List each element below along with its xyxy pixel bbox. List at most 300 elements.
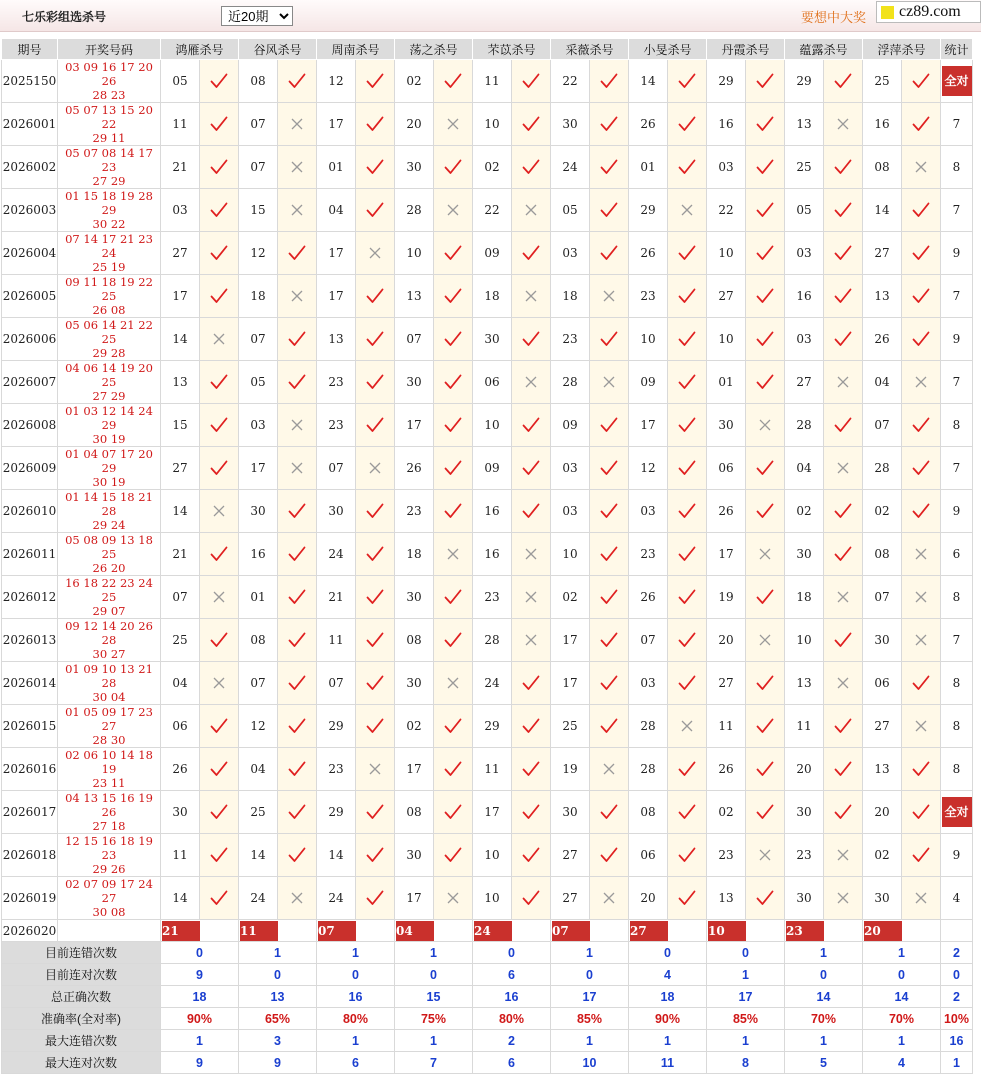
kill-number-cell: 05 bbox=[239, 361, 278, 404]
issue-cell: 2026018 bbox=[2, 834, 58, 877]
table-row bbox=[2, 404, 973, 447]
stat-label: 最大连对次数 bbox=[2, 1052, 161, 1074]
check-mark-icon bbox=[746, 877, 785, 920]
count-cell: 7 bbox=[941, 447, 973, 490]
cross-mark-icon bbox=[200, 576, 239, 619]
check-mark-icon bbox=[746, 318, 785, 361]
check-mark-icon bbox=[200, 791, 239, 834]
draw-numbers-cell bbox=[58, 275, 161, 318]
cross-mark-icon bbox=[824, 834, 863, 877]
logo-text: cz89.com bbox=[899, 3, 961, 20]
table-row bbox=[2, 834, 973, 877]
stat-value: 0 bbox=[785, 964, 863, 986]
stat-value: 0 bbox=[707, 942, 785, 964]
draw-numbers-line: 03 09 16 17 20 26 bbox=[65, 60, 153, 88]
draw-numbers-line: 30 27 bbox=[92, 647, 126, 661]
kill-number-cell: 13 bbox=[161, 361, 200, 404]
kill-number-cell: 07 bbox=[395, 318, 434, 361]
kill-number-cell: 30 bbox=[395, 834, 434, 877]
kill-number-cell: 22 bbox=[473, 189, 512, 232]
stat-value: 9 bbox=[161, 964, 239, 986]
kill-number-cell: 02 bbox=[785, 490, 824, 533]
issue-cell: 2026008 bbox=[2, 404, 58, 447]
issue-cell: 2026014 bbox=[2, 662, 58, 705]
check-mark-icon bbox=[590, 490, 629, 533]
kill-number-cell: 19 bbox=[551, 748, 590, 791]
kill-number-cell: 08 bbox=[239, 60, 278, 103]
kill-number-cell: 23 bbox=[629, 275, 668, 318]
draw-numbers-cell bbox=[58, 748, 161, 791]
table-row bbox=[2, 232, 973, 275]
kill-number-cell: 13 bbox=[395, 275, 434, 318]
check-mark-icon bbox=[434, 791, 473, 834]
draw-numbers-line: 02 06 10 14 18 19 bbox=[65, 748, 153, 776]
kill-number-cell: 28 bbox=[395, 189, 434, 232]
kill-number-cell: 17 bbox=[317, 275, 356, 318]
kill-number-cell: 26 bbox=[629, 103, 668, 146]
col-header-expert: 浮萍杀号 bbox=[863, 39, 941, 60]
stat-value: 6 bbox=[473, 964, 551, 986]
kill-number-cell: 25 bbox=[161, 619, 200, 662]
stat-value: 1 bbox=[863, 942, 941, 964]
kill-number-cell: 28 bbox=[785, 404, 824, 447]
stat-value: 9 bbox=[161, 1052, 239, 1074]
kill-number-cell: 30 bbox=[863, 877, 902, 920]
table-row bbox=[2, 576, 973, 619]
current-issue-cell: 2026020 bbox=[2, 920, 58, 942]
kill-number-cell: 17 bbox=[317, 232, 356, 275]
check-mark-icon bbox=[824, 275, 863, 318]
kill-number-cell: 17 bbox=[629, 404, 668, 447]
stat-value: 6 bbox=[473, 1052, 551, 1074]
table-row bbox=[2, 275, 973, 318]
stat-value: 1 bbox=[707, 964, 785, 986]
stat-value: 0 bbox=[629, 942, 707, 964]
kill-number-cell: 17 bbox=[317, 103, 356, 146]
check-mark-icon bbox=[278, 533, 317, 576]
kill-number-cell: 30 bbox=[395, 576, 434, 619]
kill-number-cell: 23 bbox=[473, 576, 512, 619]
col-header-expert: 采薇杀号 bbox=[551, 39, 629, 60]
check-mark-icon bbox=[668, 60, 707, 103]
cross-mark-icon bbox=[512, 619, 551, 662]
check-mark-icon bbox=[902, 275, 941, 318]
draw-numbers-cell bbox=[58, 232, 161, 275]
issue-cell: 2026002 bbox=[2, 146, 58, 189]
kill-number-cell: 23 bbox=[629, 533, 668, 576]
stat-value: 14 bbox=[785, 986, 863, 1008]
col-header-expert: 周南杀号 bbox=[317, 39, 395, 60]
stat-total: 2 bbox=[941, 942, 973, 964]
kill-number-cell: 27 bbox=[863, 705, 902, 748]
stat-value: 65% bbox=[239, 1008, 317, 1030]
kill-number-cell: 27 bbox=[551, 877, 590, 920]
current-kill-label: 当前期杀号 bbox=[58, 920, 161, 942]
cross-mark-icon bbox=[824, 662, 863, 705]
kill-number-cell: 30 bbox=[863, 619, 902, 662]
draw-numbers-line: 01 05 09 17 23 27 bbox=[65, 705, 153, 733]
check-mark-icon bbox=[356, 189, 395, 232]
count-cell: 9 bbox=[941, 834, 973, 877]
check-mark-icon bbox=[356, 60, 395, 103]
draw-numbers-cell bbox=[58, 60, 161, 103]
kill-number-cell: 17 bbox=[551, 619, 590, 662]
check-mark-icon bbox=[512, 103, 551, 146]
draw-numbers-line: 25 19 bbox=[92, 260, 126, 274]
kill-number-cell: 14 bbox=[239, 834, 278, 877]
draw-numbers-cell bbox=[58, 619, 161, 662]
check-mark-icon bbox=[356, 404, 395, 447]
cross-mark-icon bbox=[590, 877, 629, 920]
kill-number-cell: 03 bbox=[629, 662, 668, 705]
check-mark-icon bbox=[824, 490, 863, 533]
table-row bbox=[2, 361, 973, 404]
kill-number-cell: 17 bbox=[395, 404, 434, 447]
table-row bbox=[2, 533, 973, 576]
kill-number-cell: 30 bbox=[317, 490, 356, 533]
stat-value: 1 bbox=[395, 1030, 473, 1052]
kill-number-cell: 16 bbox=[707, 103, 746, 146]
draw-numbers-line: 23 11 bbox=[92, 776, 126, 790]
current-kill-cell bbox=[161, 920, 239, 942]
cross-mark-icon bbox=[434, 103, 473, 146]
kill-number-cell: 04 bbox=[161, 662, 200, 705]
check-mark-icon bbox=[590, 103, 629, 146]
draw-numbers-line: 09 11 18 19 22 25 bbox=[65, 275, 153, 303]
stat-value: 13 bbox=[239, 986, 317, 1008]
issue-cell: 2026019 bbox=[2, 877, 58, 920]
check-mark-icon bbox=[434, 834, 473, 877]
cross-mark-icon bbox=[356, 232, 395, 275]
kill-number-cell: 28 bbox=[629, 705, 668, 748]
draw-numbers-line: 05 07 08 14 17 23 bbox=[65, 146, 153, 174]
issue-cell: 2026004 bbox=[2, 232, 58, 275]
check-mark-icon bbox=[902, 748, 941, 791]
current-kill-badge: 10 bbox=[708, 921, 746, 941]
check-mark-icon bbox=[512, 662, 551, 705]
cross-mark-icon bbox=[902, 619, 941, 662]
check-mark-icon bbox=[746, 662, 785, 705]
kill-number-cell: 10 bbox=[473, 404, 512, 447]
current-count-cell bbox=[941, 920, 973, 942]
table-row bbox=[2, 447, 973, 490]
kill-number-cell: 04 bbox=[863, 361, 902, 404]
check-mark-icon bbox=[746, 748, 785, 791]
kill-number-cell: 13 bbox=[785, 103, 824, 146]
cross-mark-icon bbox=[512, 189, 551, 232]
check-mark-icon bbox=[824, 791, 863, 834]
cross-mark-icon bbox=[746, 619, 785, 662]
check-mark-icon bbox=[434, 447, 473, 490]
kill-number-cell: 06 bbox=[707, 447, 746, 490]
check-mark-icon bbox=[590, 576, 629, 619]
stat-value: 18 bbox=[161, 986, 239, 1008]
count-cell bbox=[941, 60, 973, 103]
check-mark-icon bbox=[824, 404, 863, 447]
kill-number-cell: 16 bbox=[473, 533, 512, 576]
count-cell: 8 bbox=[941, 748, 973, 791]
kill-number-cell: 08 bbox=[629, 791, 668, 834]
check-mark-icon bbox=[746, 60, 785, 103]
check-mark-icon bbox=[824, 619, 863, 662]
draw-numbers-line: 30 19 bbox=[92, 432, 126, 446]
issue-cell: 2026017 bbox=[2, 791, 58, 834]
check-mark-icon bbox=[824, 705, 863, 748]
table-row bbox=[2, 60, 973, 103]
kill-number-cell: 07 bbox=[317, 662, 356, 705]
kill-number-cell: 02 bbox=[863, 834, 902, 877]
kill-number-cell: 01 bbox=[707, 361, 746, 404]
period-select[interactable] bbox=[221, 6, 293, 26]
issue-cell: 2026013 bbox=[2, 619, 58, 662]
check-mark-icon bbox=[668, 877, 707, 920]
stat-value: 18 bbox=[629, 986, 707, 1008]
kill-number-cell: 09 bbox=[629, 361, 668, 404]
check-mark-icon bbox=[590, 619, 629, 662]
check-mark-icon bbox=[434, 318, 473, 361]
promo-link[interactable]: 要想中大奖 bbox=[801, 10, 867, 25]
kill-number-cell: 05 bbox=[161, 60, 200, 103]
kill-number-cell: 16 bbox=[863, 103, 902, 146]
stat-value: 15 bbox=[395, 986, 473, 1008]
kill-number-cell: 30 bbox=[551, 791, 590, 834]
kill-number-cell: 06 bbox=[629, 834, 668, 877]
kill-number-cell: 03 bbox=[161, 189, 200, 232]
draw-numbers-cell bbox=[58, 318, 161, 361]
check-mark-icon bbox=[902, 791, 941, 834]
kill-number-cell: 09 bbox=[473, 232, 512, 275]
kill-number-cell: 02 bbox=[395, 60, 434, 103]
draw-numbers-line: 05 06 14 21 22 25 bbox=[65, 318, 153, 346]
kill-number-cell: 30 bbox=[395, 361, 434, 404]
current-kill-cell bbox=[629, 920, 707, 942]
kill-number-cell: 29 bbox=[317, 705, 356, 748]
current-kill-cell bbox=[395, 920, 473, 942]
check-mark-icon bbox=[434, 490, 473, 533]
check-mark-icon bbox=[200, 361, 239, 404]
draw-numbers-cell bbox=[58, 662, 161, 705]
check-mark-icon bbox=[902, 834, 941, 877]
stat-value: 16 bbox=[317, 986, 395, 1008]
kill-number-cell: 10 bbox=[707, 232, 746, 275]
kill-number-cell: 03 bbox=[629, 490, 668, 533]
issue-cell: 2026003 bbox=[2, 189, 58, 232]
kill-number-cell: 16 bbox=[239, 533, 278, 576]
check-mark-icon bbox=[434, 619, 473, 662]
check-mark-icon bbox=[356, 877, 395, 920]
cross-mark-icon bbox=[746, 404, 785, 447]
check-mark-icon bbox=[668, 834, 707, 877]
col-header-expert: 荡之杀号 bbox=[395, 39, 473, 60]
check-mark-icon bbox=[746, 361, 785, 404]
kill-number-cell: 07 bbox=[239, 146, 278, 189]
current-kill-badge: 23 bbox=[786, 921, 824, 941]
top-bar bbox=[0, 0, 981, 32]
stat-row bbox=[2, 1052, 973, 1074]
draw-numbers-line: 02 07 09 17 24 27 bbox=[65, 877, 153, 905]
stat-value: 7 bbox=[395, 1052, 473, 1074]
table-row bbox=[2, 791, 973, 834]
stat-total: 2 bbox=[941, 986, 973, 1008]
check-mark-icon bbox=[590, 189, 629, 232]
check-mark-icon bbox=[590, 318, 629, 361]
check-mark-icon bbox=[590, 404, 629, 447]
cross-mark-icon bbox=[824, 576, 863, 619]
kill-number-cell: 07 bbox=[239, 103, 278, 146]
draw-numbers-cell bbox=[58, 146, 161, 189]
kill-number-cell: 13 bbox=[317, 318, 356, 361]
stat-value: 9 bbox=[239, 1052, 317, 1074]
stat-value: 0 bbox=[473, 942, 551, 964]
kill-number-cell: 07 bbox=[239, 662, 278, 705]
count-cell: 8 bbox=[941, 146, 973, 189]
stat-value: 6 bbox=[317, 1052, 395, 1074]
kill-number-cell: 15 bbox=[239, 189, 278, 232]
col-header-expert: 小旻杀号 bbox=[629, 39, 707, 60]
draw-numbers-cell bbox=[58, 189, 161, 232]
check-mark-icon bbox=[668, 447, 707, 490]
check-mark-icon bbox=[278, 748, 317, 791]
kill-number-cell: 06 bbox=[473, 361, 512, 404]
kill-number-cell: 27 bbox=[161, 232, 200, 275]
stat-label: 目前连错次数 bbox=[2, 942, 161, 964]
cross-mark-icon bbox=[902, 361, 941, 404]
header-row bbox=[2, 39, 973, 60]
stat-value: 0 bbox=[317, 964, 395, 986]
check-mark-icon bbox=[668, 533, 707, 576]
kill-number-cell: 26 bbox=[629, 232, 668, 275]
check-mark-icon bbox=[356, 791, 395, 834]
check-mark-icon bbox=[434, 748, 473, 791]
kill-number-cell: 28 bbox=[863, 447, 902, 490]
draw-numbers-line: 26 20 bbox=[92, 561, 126, 575]
draw-numbers-line: 04 06 14 19 20 25 bbox=[65, 361, 153, 389]
check-mark-icon bbox=[824, 189, 863, 232]
count-cell: 8 bbox=[941, 662, 973, 705]
stat-value: 4 bbox=[629, 964, 707, 986]
check-mark-icon bbox=[434, 576, 473, 619]
kill-number-cell: 11 bbox=[473, 748, 512, 791]
kill-number-cell: 08 bbox=[863, 146, 902, 189]
kill-number-cell: 13 bbox=[863, 275, 902, 318]
draw-numbers-line: 05 07 13 15 20 22 bbox=[65, 103, 153, 131]
cross-mark-icon bbox=[434, 662, 473, 705]
kill-number-cell: 26 bbox=[707, 490, 746, 533]
kill-number-cell: 28 bbox=[473, 619, 512, 662]
check-mark-icon bbox=[512, 232, 551, 275]
count-cell: 8 bbox=[941, 705, 973, 748]
kill-number-cell: 08 bbox=[863, 533, 902, 576]
check-mark-icon bbox=[434, 146, 473, 189]
stat-total: 16 bbox=[941, 1030, 973, 1052]
check-mark-icon bbox=[590, 662, 629, 705]
count-cell: 9 bbox=[941, 232, 973, 275]
stat-value: 1 bbox=[863, 1030, 941, 1052]
kill-number-cell: 14 bbox=[317, 834, 356, 877]
cross-mark-icon bbox=[746, 533, 785, 576]
kill-number-cell: 10 bbox=[473, 103, 512, 146]
kill-number-cell: 22 bbox=[707, 189, 746, 232]
check-mark-icon bbox=[590, 791, 629, 834]
kill-number-cell: 28 bbox=[629, 748, 668, 791]
page-title: 七乐彩组选杀号 bbox=[22, 10, 107, 24]
cross-mark-icon bbox=[200, 318, 239, 361]
cross-mark-icon bbox=[278, 404, 317, 447]
cross-mark-icon bbox=[278, 447, 317, 490]
kill-number-cell: 18 bbox=[551, 275, 590, 318]
check-mark-icon bbox=[356, 490, 395, 533]
check-mark-icon bbox=[200, 60, 239, 103]
stat-value: 10 bbox=[551, 1052, 629, 1074]
kill-number-cell: 07 bbox=[161, 576, 200, 619]
count-cell: 7 bbox=[941, 619, 973, 662]
current-kill-badge: 07 bbox=[552, 921, 590, 941]
kill-number-cell: 14 bbox=[161, 318, 200, 361]
site-logo[interactable] bbox=[876, 1, 981, 23]
check-mark-icon bbox=[746, 103, 785, 146]
check-mark-icon bbox=[278, 791, 317, 834]
kill-number-cell: 24 bbox=[473, 662, 512, 705]
check-mark-icon bbox=[668, 748, 707, 791]
kill-number-cell: 27 bbox=[551, 834, 590, 877]
draw-numbers-line: 01 04 07 17 20 29 bbox=[65, 447, 153, 475]
check-mark-icon bbox=[668, 318, 707, 361]
cross-mark-icon bbox=[902, 877, 941, 920]
kill-number-cell: 09 bbox=[473, 447, 512, 490]
stat-value: 1 bbox=[239, 942, 317, 964]
check-mark-icon bbox=[902, 490, 941, 533]
check-mark-icon bbox=[278, 705, 317, 748]
kill-number-cell: 17 bbox=[473, 791, 512, 834]
kill-number-cell: 26 bbox=[707, 748, 746, 791]
stat-value: 17 bbox=[707, 986, 785, 1008]
kill-number-cell: 23 bbox=[317, 404, 356, 447]
check-mark-icon bbox=[278, 232, 317, 275]
check-mark-icon bbox=[356, 103, 395, 146]
kill-number-cell: 29 bbox=[317, 791, 356, 834]
check-mark-icon bbox=[356, 318, 395, 361]
check-mark-icon bbox=[278, 619, 317, 662]
current-kill-cell bbox=[473, 920, 551, 942]
issue-cell: 2026016 bbox=[2, 748, 58, 791]
stat-label: 目前连对次数 bbox=[2, 964, 161, 986]
check-mark-icon bbox=[434, 232, 473, 275]
cross-mark-icon bbox=[902, 705, 941, 748]
check-mark-icon bbox=[902, 232, 941, 275]
current-kill-badge: 21 bbox=[162, 921, 200, 941]
kill-number-cell: 17 bbox=[161, 275, 200, 318]
kill-number-cell: 10 bbox=[707, 318, 746, 361]
check-mark-icon bbox=[902, 447, 941, 490]
check-mark-icon bbox=[902, 189, 941, 232]
check-mark-icon bbox=[590, 447, 629, 490]
check-mark-icon bbox=[668, 619, 707, 662]
kill-number-cell: 08 bbox=[239, 619, 278, 662]
check-mark-icon bbox=[824, 533, 863, 576]
kill-number-cell: 02 bbox=[473, 146, 512, 189]
kill-number-cell: 25 bbox=[785, 146, 824, 189]
check-mark-icon bbox=[278, 834, 317, 877]
check-mark-icon bbox=[434, 275, 473, 318]
issue-cell: 2025150 bbox=[2, 60, 58, 103]
col-header-expert: 谷风杀号 bbox=[239, 39, 317, 60]
kill-number-cell: 29 bbox=[473, 705, 512, 748]
draw-numbers-line: 16 18 22 23 24 25 bbox=[65, 576, 153, 604]
kill-number-cell: 03 bbox=[785, 318, 824, 361]
kill-number-cell: 30 bbox=[395, 146, 434, 189]
kill-number-cell: 13 bbox=[707, 877, 746, 920]
cross-mark-icon bbox=[200, 490, 239, 533]
